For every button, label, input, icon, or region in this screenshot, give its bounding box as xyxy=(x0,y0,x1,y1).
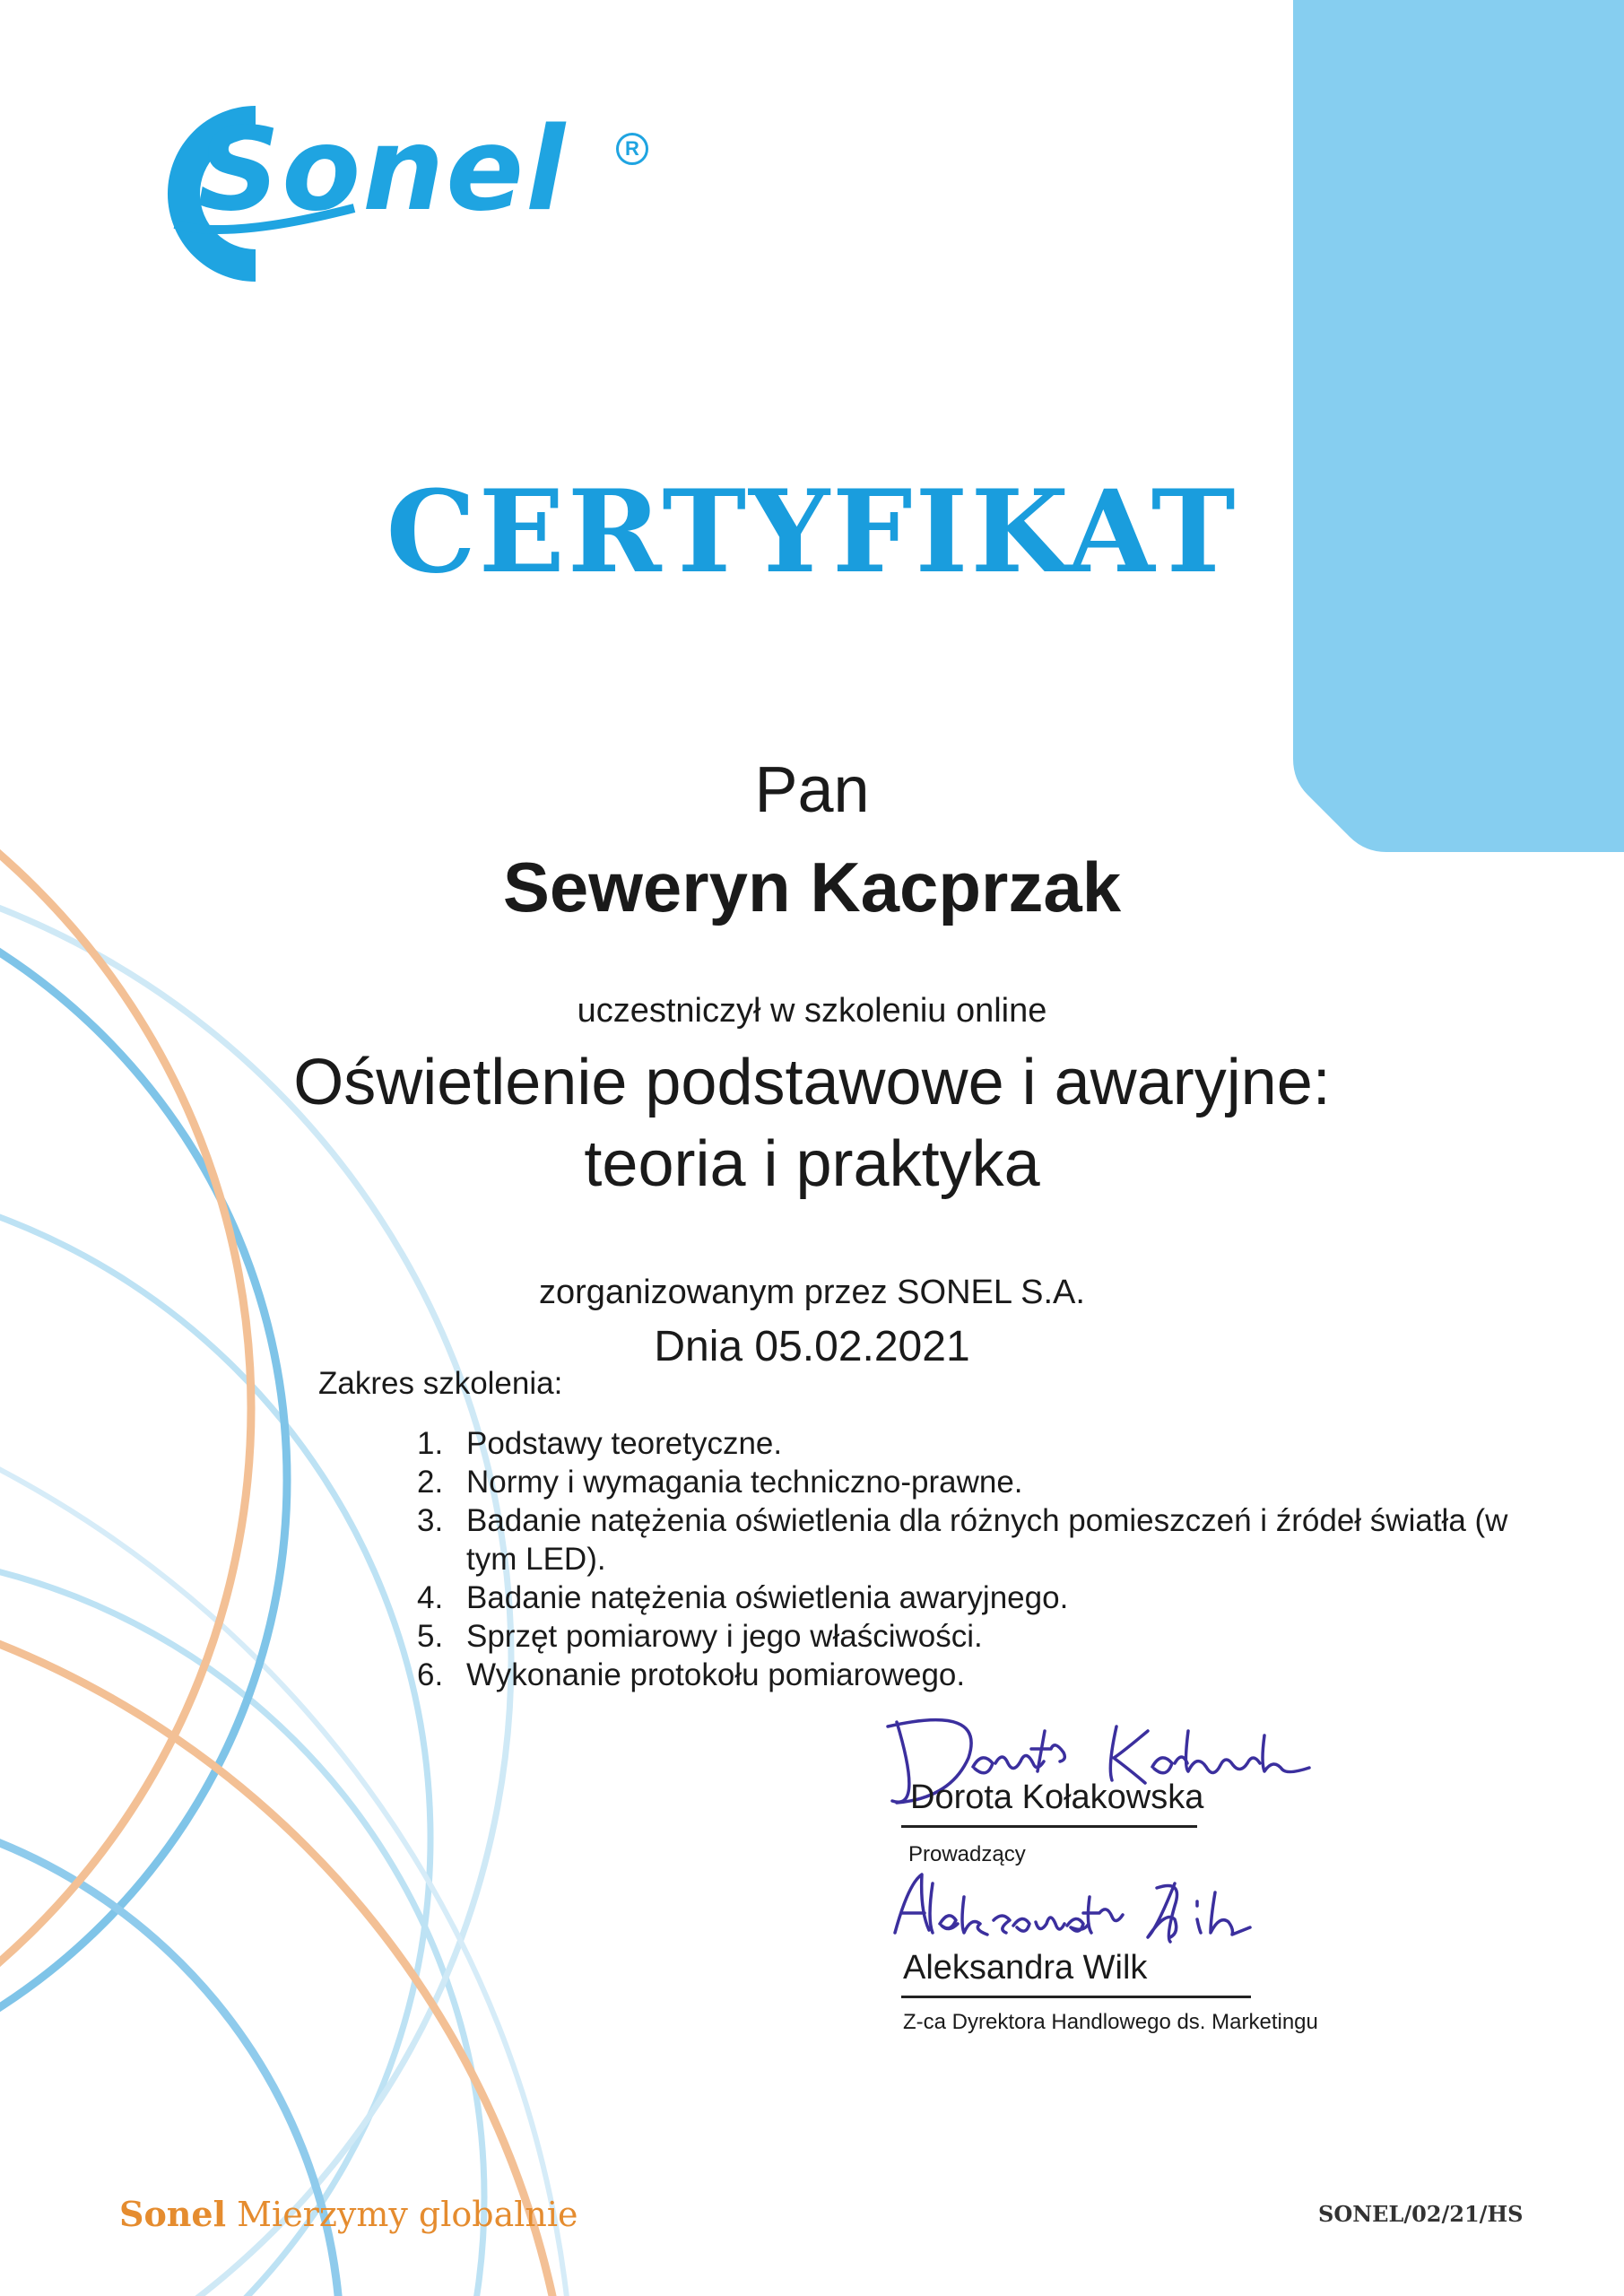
list-item-number: 1. xyxy=(417,1426,444,1461)
list-item-text: Normy i wymagania techniczno-prawne. xyxy=(466,1465,1023,1500)
signature-1-line xyxy=(901,1825,1197,1828)
list-item-text: Wykonanie protokołu pomiarowego. xyxy=(466,1657,966,1692)
footer-slogan-text: Mierzymy globalnie xyxy=(237,2195,578,2234)
course-title-line-2: teoria i praktyka xyxy=(584,1127,1040,1200)
list-item xyxy=(417,1656,1529,1694)
course-title xyxy=(0,1042,1624,1205)
salutation: Pan xyxy=(754,754,870,826)
list-item-text: Podstawy teoretyczne. xyxy=(466,1426,783,1461)
list-item xyxy=(417,1501,1529,1578)
corner-blue-panel xyxy=(1293,0,1624,852)
scope-label: Zakres szkolenia: xyxy=(318,1366,563,1401)
participation-text: uczestniczył w szkoleniu online xyxy=(577,992,1047,1030)
registered-mark: R xyxy=(616,133,648,165)
list-item-number: 6. xyxy=(417,1657,444,1692)
organizer-text: zorganizowanym przez SONEL S.A. xyxy=(539,1274,1085,1311)
list-item-number: 3. xyxy=(417,1503,444,1538)
list-item xyxy=(417,1424,1529,1463)
signatory-1-role: Prowadzący xyxy=(908,1842,1026,1866)
signature-2-handwriting xyxy=(888,1870,1291,1951)
list-item xyxy=(417,1617,1529,1656)
logo-wordmark: Sonel xyxy=(197,103,567,237)
list-item-text: Sprzęt pomiarowy i jego właściwości. xyxy=(466,1619,983,1654)
certificate-title: CERTYFIKAT xyxy=(386,465,1238,598)
signature-2-line xyxy=(901,1996,1251,1998)
scope-list xyxy=(417,1424,1529,1694)
course-title-line-1: Oświetlenie podstawowe i awaryjne: xyxy=(293,1047,1331,1118)
list-item-text: Badanie natężenia oświetlenia awaryjnego. xyxy=(466,1580,1069,1615)
list-item-text: Badanie natężenia oświetlenia dla różnych pomieszczeń i źródeł światła (w tym LED). xyxy=(466,1503,1508,1577)
arc-light-2 xyxy=(0,1552,484,2296)
list-item-number: 5. xyxy=(417,1619,444,1654)
signatory-1-name: Dorota Kołakowska xyxy=(910,1779,1204,1816)
list-item xyxy=(417,1463,1529,1501)
document-code: SONEL/02/21/HS xyxy=(1318,2201,1524,2227)
training-date: Dnia 05.02.2021 xyxy=(654,1323,970,1370)
sonel-logo xyxy=(121,90,659,296)
footer-brand: Sonel xyxy=(119,2194,227,2234)
recipient-name: Seweryn Kacprzak xyxy=(502,848,1122,926)
list-item-number: 2. xyxy=(417,1465,444,1500)
footer-slogan xyxy=(119,2194,578,2234)
list-item xyxy=(417,1578,1529,1617)
list-item-number: 4. xyxy=(417,1580,444,1615)
signatory-2-name: Aleksandra Wilk xyxy=(903,1949,1148,1987)
signatory-2-role: Z-ca Dyrektora Handlowego ds. Marketingu xyxy=(903,2010,1318,2034)
